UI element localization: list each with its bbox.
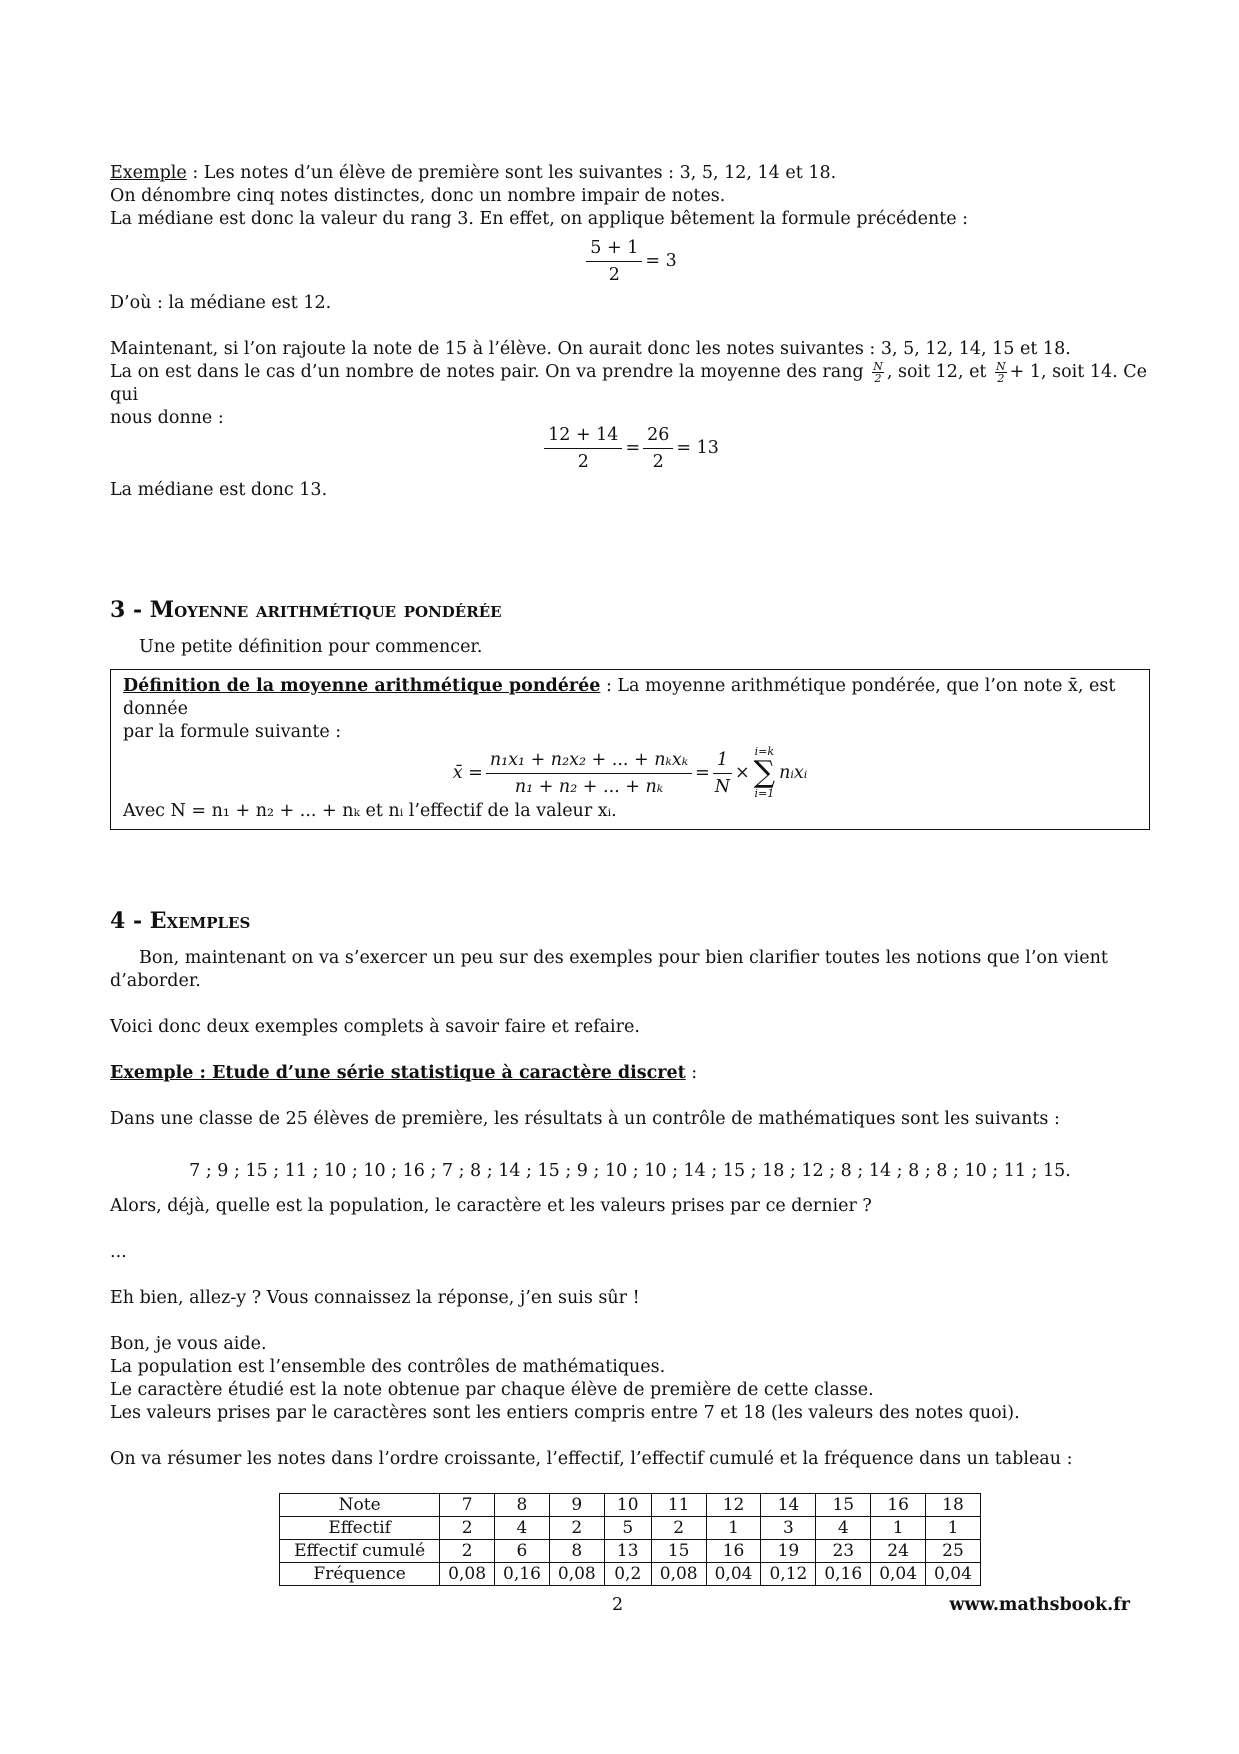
definition-label: Définition de la moyenne arithmétique pondérée — [123, 676, 601, 696]
definition-line1: Définition de la moyenne arithmétique pondérée : La moyenne arithmétique pondérée, que l’on note x̄, est donnée — [123, 676, 1116, 719]
median-conclusion-2: La médiane est donc 13. — [110, 480, 328, 500]
table-cell: 5 — [604, 1517, 651, 1540]
table-cell: 1 — [926, 1517, 981, 1540]
table-cell: 2 — [440, 1517, 495, 1540]
fraction-n-over-2: $\frac{N}{2}$ — [873, 360, 883, 385]
table-cell: 0,2 — [604, 1563, 651, 1586]
table-header-cell: Fréquence — [280, 1563, 440, 1586]
table-cell: 0,04 — [871, 1563, 926, 1586]
table-cell: 2 — [651, 1517, 706, 1540]
help-line-4: Les valeurs prises par le caractères sont les entiers compris entre 7 et 18 (les valeurs des notes quoi). — [110, 1403, 1020, 1423]
table-cell: 8 — [495, 1494, 550, 1517]
table-cell: 8 — [549, 1540, 604, 1563]
table-cell: 13 — [604, 1540, 651, 1563]
weighted-mean-formula: x̄ = $\frac{\text{n₁x₁ + n₂x₂ + ... + nₖxₖ}}{\text{n₁ + n₂ + ... + nₖ}}$ = $\frac{1}{N}$ × i=k ∑ i=1 nᵢxᵢ — [452, 745, 808, 800]
table-row — [280, 1540, 981, 1563]
table-cell: 0,08 — [651, 1563, 706, 1586]
definition-box — [110, 669, 1150, 830]
table-cell: 0,08 — [549, 1563, 604, 1586]
definition-line2: par la formule suivante : — [123, 722, 342, 742]
example-heading: Exemple : Etude d’une série statistique à caractère discret : — [110, 1063, 698, 1083]
example-label: Exemple — [110, 163, 187, 183]
table-cell: 0,08 — [440, 1563, 495, 1586]
page-content — [110, 162, 1150, 1586]
fraction: $\frac{1}{N}$ — [714, 749, 731, 797]
section-3-title: 3 - Moyenne arithmétique pondérée — [110, 597, 502, 623]
table-row — [280, 1517, 981, 1540]
table-cell: 3 — [761, 1517, 816, 1540]
table-cell: 12 — [706, 1494, 761, 1517]
median-example-line1: Exemple : Les notes d’un élève de première sont les suivantes : 3, 5, 12, 14 et 18. — [110, 163, 837, 183]
table-row — [280, 1563, 981, 1586]
table-cell: 25 — [926, 1540, 981, 1563]
median-para2-line2: La on est dans le cas d’un nombre de notes pair. On va prendre la moyenne des rang $\frac{N}{2}$ , soit 12, et $\frac{N}{2}$ + 1, soit 14. Ce qui — [110, 360, 1148, 405]
help-line-2: La population est l’ensemble des contrôles de mathématiques. — [110, 1357, 666, 1377]
table-cell: 14 — [761, 1494, 816, 1517]
fraction: $\frac{\text{n₁x₁ + n₂x₂ + ... + nₖxₖ}}{\text{n₁ + n₂ + ... + nₖ}}$ — [486, 749, 692, 798]
median-example-line2: On dénombre cinq notes distinctes, donc un nombre impair de notes. — [110, 186, 726, 206]
section-4-intro2: Voici donc deux exemples complets à savoir faire et refaire. — [110, 1017, 640, 1037]
table-cell: 0,16 — [495, 1563, 550, 1586]
table-header-cell: Note — [280, 1494, 440, 1517]
summary-text: On va résumer les notes dans l’ordre croissante, l’effectif, l’effectif cumulé et la fréquence dans un tableau : — [110, 1449, 1073, 1469]
table-cell: 0,04 — [926, 1563, 981, 1586]
table-cell: 18 — [926, 1494, 981, 1517]
table-cell: 24 — [871, 1540, 926, 1563]
frequency-table — [279, 1493, 981, 1586]
fraction: $\frac{5 + 1}{2}$ — [586, 237, 642, 286]
table-cell: 0,16 — [816, 1563, 871, 1586]
median-para2-line1: Maintenant, si l’on rajoute la note de 15 à l’élève. On aurait donc les notes suivantes : 3, 5, 12, 14, 15 et 18. — [110, 339, 1071, 359]
table-cell: 0,04 — [706, 1563, 761, 1586]
question-text: Alors, déjà, quelle est la population, le caractère et les valeurs prises par ce dernier ? — [110, 1196, 872, 1216]
table-row — [280, 1494, 981, 1517]
table-cell: 16 — [706, 1540, 761, 1563]
fraction: $\frac{12 + 14}{2}$ — [544, 424, 622, 473]
median-conclusion-1: D’où : la médiane est 12. — [110, 293, 332, 313]
section-4-title: 4 - Exemples — [110, 908, 251, 934]
definition-avec: Avec N = n₁ + n₂ + ... + nₖ et nᵢ l’effectif de la valeur xᵢ. — [123, 801, 617, 821]
help-line-1: Bon, je vous aide. — [110, 1334, 267, 1354]
fraction-n-over-2: $\frac{N}{2}$ — [996, 360, 1006, 385]
table-cell: 4 — [495, 1517, 550, 1540]
section-4-intro: Bon, maintenant on va s’exercer un peu sur des exemples pour bien clarifier toutes les notions que l’on vient d’aborder. — [110, 948, 1108, 991]
table-cell: 10 — [604, 1494, 651, 1517]
table-cell: 0,12 — [761, 1563, 816, 1586]
table-header-cell: Effectif — [280, 1517, 440, 1540]
table-cell: 6 — [495, 1540, 550, 1563]
table-cell: 1 — [706, 1517, 761, 1540]
class-text: Dans une classe de 25 élèves de première, les résultats à un contrôle de mathématiques sont les suivants : — [110, 1109, 1060, 1129]
series-values: 7 ; 9 ; 15 ; 11 ; 10 ; 10 ; 16 ; 7 ; 8 ; 14 ; 15 ; 9 ; 10 ; 10 ; 14 ; 15 ; 18 ; 12 ; 8 ; 14 ; 8 ; 8 ; 10 ; 11 ; 15. — [189, 1161, 1071, 1181]
site-url: www.mathsbook.fr — [949, 1595, 1130, 1615]
page-number: 2 — [612, 1595, 624, 1615]
table-cell: 7 — [440, 1494, 495, 1517]
table-cell: 15 — [816, 1494, 871, 1517]
sum-symbol: i=k ∑ i=1 — [753, 745, 776, 800]
ellipsis: ... — [110, 1242, 127, 1262]
table-cell: 9 — [549, 1494, 604, 1517]
table-cell: 1 — [871, 1517, 926, 1540]
median-example-line3: La médiane est donc la valeur du rang 3. En effet, on applique bêtement la formule précédente : — [110, 209, 969, 229]
table-cell: 23 — [816, 1540, 871, 1563]
table-cell: 11 — [651, 1494, 706, 1517]
median-equation-2: $\frac{12 + 14}{2}$ = $\frac{26}{2}$ = 13 — [110, 424, 1150, 473]
table-cell: 15 — [651, 1540, 706, 1563]
table-cell: 4 — [816, 1517, 871, 1540]
median-para2-line3: nous donne : — [110, 408, 224, 428]
table-cell: 2 — [549, 1517, 604, 1540]
fraction: $\frac{26}{2}$ — [643, 424, 673, 473]
table-header-cell: Effectif cumulé — [280, 1540, 440, 1563]
median-equation-1: $\frac{5 + 1}{2}$ = 3 — [110, 237, 1150, 286]
table-cell: 2 — [440, 1540, 495, 1563]
table-cell: 16 — [871, 1494, 926, 1517]
encourage-text: Eh bien, allez-y ? Vous connaissez la réponse, j’en suis sûr ! — [110, 1288, 640, 1308]
table-cell: 19 — [761, 1540, 816, 1563]
help-line-3: Le caractère étudié est la note obtenue par chaque élève de première de cette classe. — [110, 1380, 874, 1400]
section-3-intro: Une petite définition pour commencer. — [139, 637, 483, 657]
